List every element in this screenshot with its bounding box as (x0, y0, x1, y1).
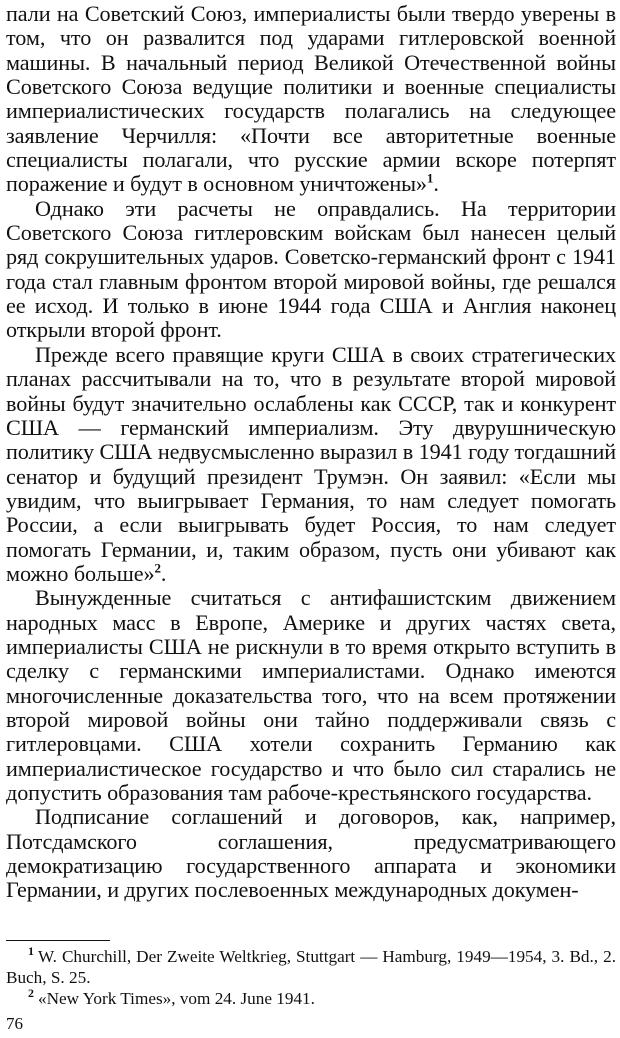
footnote-ref-1: 1 (426, 171, 434, 187)
page-number: 76 (6, 1014, 23, 1033)
paragraph-2: Однако эти расчеты не оправдались. На территории Советского Союза гитлеровским войскам был нанесен целый ряд сокрушительных ударов. Советско-германский фронт с 1941 года стал главным фронтом второй мировой войны, где решался ее исход. И только в июне 1944 года США и Англия наконец открыли второй фронт. (6, 195, 616, 343)
footnote-ref-2: 2 (154, 560, 161, 576)
footnotes (6, 946, 616, 1009)
footnote-1-text: W. Churchill, Der Zweite Weltkrieg, Stuttgart — Hamburg, 1949—1954, 3. Bd., 2. Buch, S. 25. (6, 947, 616, 987)
paragraph-3-text: Прежде всего правящие круги США в своих стратегических планах рассчитывали на то, что в результате второй мировой войны будут значительно ослаблены как СССР, так и конкурент США — германский империализм. Эту двурушническую политику США недвусмысленно выразил в 1941 году тогдашний сенатор и будущий президент Трумэн. Он заявил: «Если мы увидим, что выигрывает Германия, то нам следует помогать России, а если выигрывать будет Россия, то нам следует помогать Германии, и, таким образом, пусть они убивают как можно больше» (6, 341, 616, 586)
footnote-2-text: «New York Times», vom 24. June 1941. (38, 989, 315, 1008)
paragraph-1-end: . (433, 171, 439, 197)
paragraph-3-end: . (160, 560, 167, 586)
footnote-1 (6, 946, 616, 988)
footnote-1-number: 1 (28, 944, 34, 959)
footnote-2-number: 2 (28, 986, 34, 1001)
paragraph-4: Вынужденные считаться с антифашистским движением народных масс в Европе, Америке и других частях света, империалисты США не рискнули в то время открыто вступить в сделку с германскими империалистами. Однако имеются многочисленные доказательства того, что на всем протяжении второй мировой войны они тайно поддерживали связь с гитлеровцами. США хотели сохранить Германию как империалистическое государство и что было сил старались не допустить образования там рабоче-крестьянского государства. (6, 585, 616, 805)
footnote-divider (6, 940, 110, 941)
paragraph-5: Подписание соглашений и договоров, как, например, Потсдамского соглашения, предусматривающего демократизацию государственного аппарата и экономики Германии, и других послевоенных международных докумен- (6, 804, 616, 903)
footnote-2 (6, 988, 616, 1009)
paragraph-1 (6, 2, 616, 197)
paragraph-3 (6, 343, 616, 586)
paragraph-1-text: пали на Советский Союз, империалисты были твердо уверены в том, что он развалится под ударами гитлеровской военной машины. В начальный период Великой Отечественной войны Советского Союза ведущие политики и военные специалисты империалистических государств полагались на следующее заявление Черчилля: «Почти все авторитетные военные специалисты полагали, что русские армии вскоре потерпят поражение и будут в основном уничтожены» (6, 1, 616, 197)
main-text (6, 2, 616, 903)
